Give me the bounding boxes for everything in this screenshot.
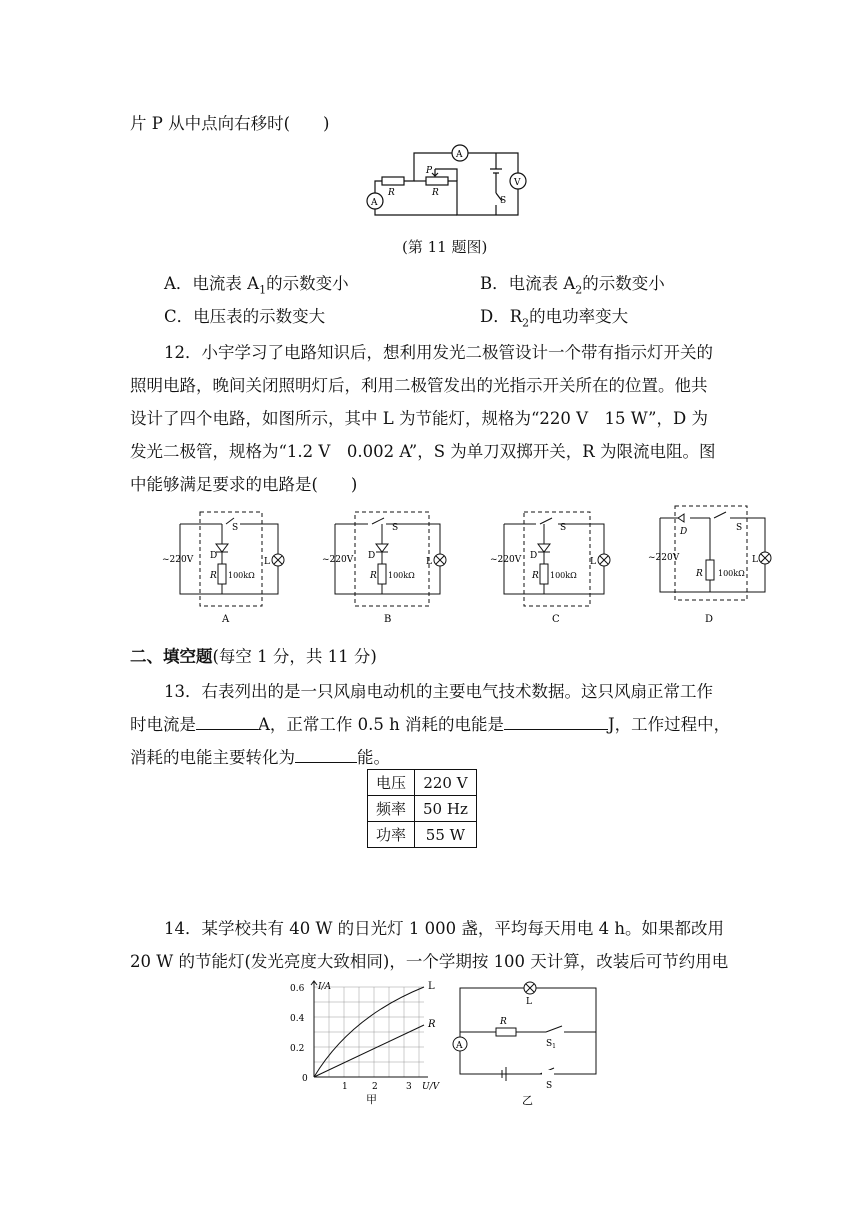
y-axis-label: I/A	[318, 982, 332, 992]
circuit-a-rval: 100kΩ	[228, 571, 255, 580]
q11-circuit-figure	[360, 143, 540, 225]
q11-caption: (第 11 题图)	[402, 238, 488, 256]
circuit-a-d: D	[210, 551, 218, 561]
circuit-a-r: R	[210, 571, 217, 581]
q13-spec-table	[367, 769, 477, 848]
q14-line-2: 20 W 的节能灯(发光亮度大致相同)，一个学期按 100 天计算，改装后可节约用电	[130, 952, 729, 971]
s1-label: $S_1$	[546, 1039, 556, 1050]
ammeter-label: A	[456, 1041, 463, 1051]
q11-option-a: A．电流表 $A_1$的示数变小	[164, 274, 349, 297]
a2-label: A	[456, 150, 463, 160]
q13-blank-1[interactable]	[196, 715, 258, 730]
xtick: 2	[372, 1082, 378, 1092]
circuit-a-s: S	[232, 523, 239, 533]
circuit-c-voltage: ~220V	[490, 555, 522, 565]
circuit-caption: 乙	[522, 1094, 533, 1107]
s-label: S	[500, 196, 507, 206]
q11-option-b: B．电流表 $A_2$的示数变小	[480, 274, 665, 297]
line-r	[314, 1025, 424, 1077]
q12-line-4: 发光二极管，规格为“1.2 V 0.002 A”，S 为单刀双掷开关，R 为限流电阻。图	[130, 442, 716, 461]
q13-blank-2[interactable]	[504, 715, 608, 730]
circuit-c-rval: 100kΩ	[550, 571, 577, 580]
circuit-d-s: S	[736, 523, 743, 533]
r1-label: R	[388, 188, 395, 198]
circuit-c-label: C	[552, 614, 560, 625]
resistor-label: R	[500, 1017, 507, 1027]
circuit-d-r: R	[696, 569, 703, 579]
q13-line-2: 时电流是 A，正常工作 0.5 h 消耗的电能是 J，工作过程中，	[130, 715, 731, 734]
circuit-c-s: S	[560, 523, 567, 533]
circuit-d-d: D	[680, 527, 688, 537]
circuit-b-r: R	[370, 571, 377, 581]
ytick: 0.4	[290, 1014, 305, 1024]
p-label: P	[426, 166, 433, 176]
circuit-a-l: L	[264, 557, 270, 567]
ytick: 0.6	[290, 984, 305, 994]
q11-stem-tail: 片 P 从中点向右移时( )	[130, 114, 330, 133]
table-row: 功率 55 W	[368, 822, 477, 848]
a1-label: A	[371, 198, 378, 208]
curve-r-label: R	[428, 1019, 436, 1030]
q14-circuit-figure	[450, 980, 604, 1110]
ytick: 0	[302, 1074, 308, 1084]
q12-circuits-figure	[160, 504, 780, 630]
q13-line-3: 消耗的电能主要转化为 能。	[130, 748, 390, 767]
x-axis-label: U/V	[422, 1082, 440, 1092]
q11-option-c: C．电压表的示数变大	[164, 307, 326, 326]
circuit-c-d: D	[530, 551, 538, 561]
circuit-d-rval: 100kΩ	[718, 569, 745, 578]
v-label: V	[514, 178, 521, 188]
s-label: S	[546, 1081, 553, 1091]
circuit-b-l: L	[426, 557, 432, 567]
curve-l-label: L	[428, 981, 435, 992]
circuit-b-rval: 100kΩ	[388, 571, 415, 580]
q11-option-d: D．$R_2$的电功率变大	[480, 307, 629, 330]
q12-line-2: 照明电路，晚间关闭照明灯后，利用二极管发出的光指示开关所在的位置。他共	[130, 376, 708, 395]
q13-line-1: 13．右表列出的是一只风扇电动机的主要电气技术数据。这只风扇正常工作	[164, 682, 713, 701]
ytick: 0.2	[290, 1044, 305, 1054]
table-row: 频率 50 Hz	[368, 796, 477, 822]
xtick: 3	[406, 1082, 412, 1092]
lamp-label: L	[526, 997, 532, 1007]
section-2-heading: 二、填空题(每空 1 分，共 11 分)	[130, 647, 377, 666]
circuit-b-voltage: ~220V	[322, 555, 354, 565]
r2-label: R	[432, 188, 439, 198]
circuit-b-label: B	[384, 614, 392, 625]
table-row: 电压 220 V	[368, 770, 477, 796]
circuit-a-label: A	[222, 614, 230, 625]
q12-line-5: 中能够满足要求的电路是( )	[130, 475, 358, 494]
circuit-d-label: D	[705, 614, 714, 625]
q12-line-3: 设计了四个电路，如图所示，其中 L 为节能灯，规格为“220 V 15 W”，D 为	[130, 409, 708, 428]
q13-blank-3[interactable]	[295, 748, 357, 763]
graph-caption: 甲	[366, 1093, 377, 1106]
q14-iu-graph	[290, 977, 450, 1109]
circuit-c-l: L	[590, 557, 596, 567]
circuit-d-l: L	[752, 555, 758, 565]
circuit-b-s: S	[392, 523, 399, 533]
q12-line-1: 12．小宇学习了电路知识后，想利用发光二极管设计一个带有指示灯开关的	[164, 343, 713, 362]
circuit-d-voltage: ~220V	[648, 553, 680, 563]
circuit-b-d: D	[368, 551, 376, 561]
q14-line-1: 14．某学校共有 40 W 的日光灯 1 000 盏，平均每天用电 4 h。如果都改用	[164, 919, 725, 938]
circuit-c-r: R	[532, 571, 539, 581]
xtick: 1	[342, 1082, 348, 1092]
circuit-a-voltage: ~220V	[162, 555, 194, 565]
